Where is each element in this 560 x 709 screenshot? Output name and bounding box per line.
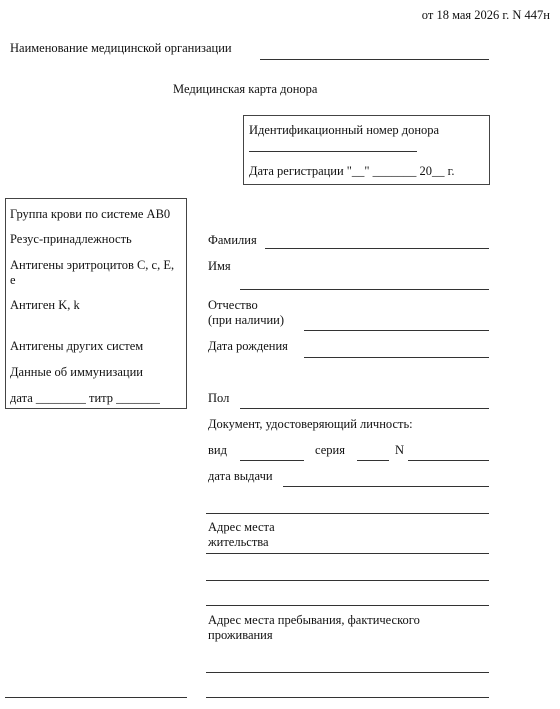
registration-date-label[interactable]: Дата регистрации "__" _______ 20__ г. — [249, 164, 455, 178]
organization-label: Наименование медицинской организации — [10, 41, 232, 55]
issue-date-label: дата выдачи — [208, 469, 273, 483]
blood-group-label: Группа крови по системе AB0 — [10, 207, 171, 221]
rhesus-label: Резус-принадлежность — [10, 232, 132, 246]
sex-field[interactable] — [240, 408, 489, 409]
organization-field[interactable] — [260, 59, 489, 60]
document-number-field[interactable] — [408, 460, 489, 461]
patronymic-field[interactable] — [304, 330, 489, 331]
name-field[interactable] — [240, 289, 489, 290]
donor-id-box — [243, 115, 490, 185]
document-type-field[interactable] — [240, 460, 304, 461]
document-type-label: вид — [208, 443, 227, 457]
residence-address-label: Адрес места — [208, 520, 275, 534]
patronymic-label: Отчество — [208, 298, 258, 312]
birth-date-label: Дата рождения — [208, 339, 288, 353]
immunization-date-titer[interactable]: дата ________ титр _______ — [10, 391, 160, 405]
erythrocyte-antigens-label-cont: e — [10, 273, 16, 287]
immunization-label: Данные об иммунизации — [10, 365, 143, 379]
stay-address-field-2[interactable] — [206, 697, 489, 698]
residence-address-field-1[interactable] — [206, 553, 489, 554]
identity-document-label: Документ, удостоверяющий личность: — [208, 417, 413, 431]
residence-address-field-2[interactable] — [206, 580, 489, 581]
patronymic-note: (при наличии) — [208, 313, 285, 327]
surname-label: Фамилия — [208, 233, 257, 247]
donor-id-field[interactable] — [249, 151, 417, 152]
document-series-label: серия — [315, 443, 345, 457]
other-antigens-label: Антигены других систем — [10, 339, 144, 353]
residence-address-label-cont: жительства — [208, 535, 269, 549]
stay-address-field-1[interactable] — [206, 672, 489, 673]
sex-label: Пол — [208, 391, 230, 405]
blood-group-box — [5, 198, 187, 409]
name-label: Имя — [208, 259, 231, 273]
donor-id-label: Идентификационный номер донора — [249, 123, 440, 137]
stay-address-label-cont: проживания — [208, 628, 273, 642]
order-reference: от 18 мая 2026 г. N 447н — [421, 8, 550, 22]
left-bottom-field[interactable] — [5, 697, 187, 698]
issue-date-field[interactable] — [283, 486, 489, 487]
issue-date-field-extra[interactable] — [206, 513, 489, 514]
surname-field[interactable] — [265, 248, 489, 249]
document-series-field[interactable] — [357, 460, 389, 461]
antigen-k-label: Антиген K, k — [10, 298, 80, 312]
document-number-label: N — [395, 443, 405, 457]
document-title: Медицинская карта донора — [173, 82, 318, 96]
erythrocyte-antigens-label: Антигены эритроцитов C, c, E, — [10, 258, 175, 272]
residence-address-field-3[interactable] — [206, 605, 489, 606]
stay-address-label: Адрес места пребывания, фактического — [208, 613, 420, 627]
birth-date-field[interactable] — [304, 357, 489, 358]
